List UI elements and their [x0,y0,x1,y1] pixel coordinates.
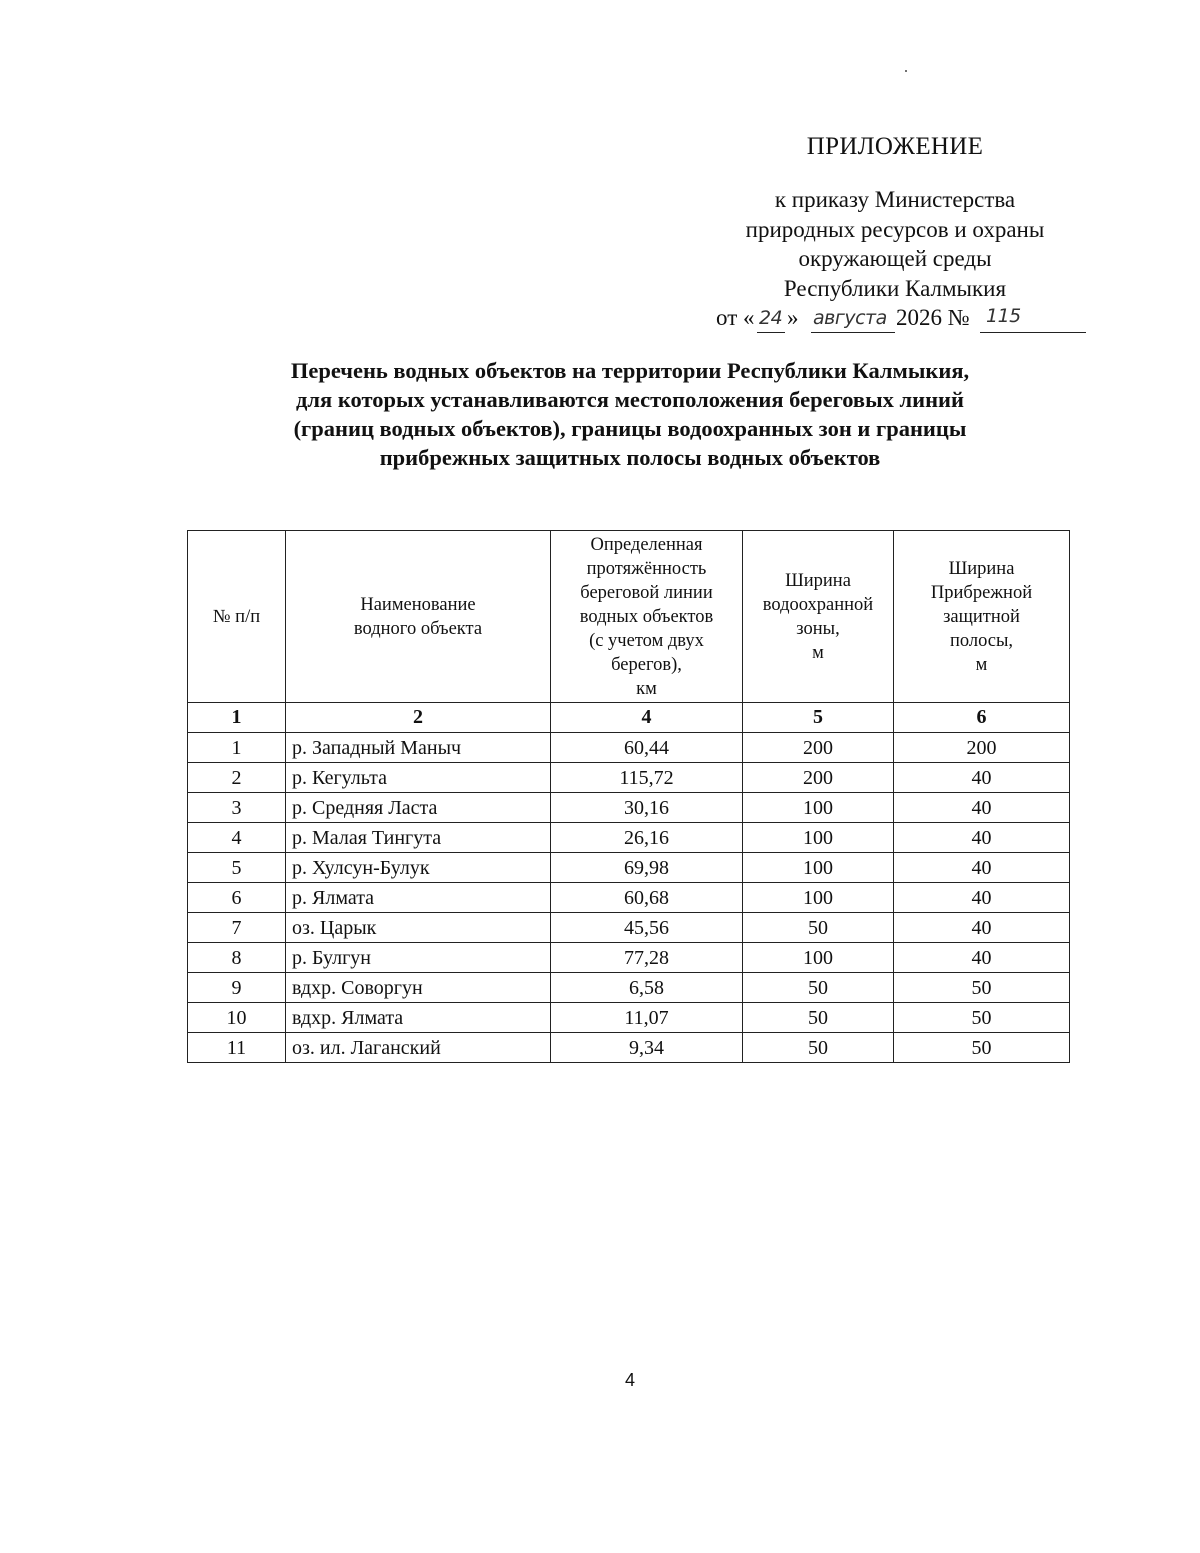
date-year-number: 2026 № [896,305,970,330]
handwritten-order-number: 115 [986,305,1021,327]
shoreline-length: 9,34 [551,1033,743,1063]
order-line: окружающей среды [798,246,992,271]
object-name: р. Булгун [286,943,551,973]
column-header [743,531,894,703]
row-index: 3 [188,793,286,823]
column-header-line: м [812,642,824,663]
row-index: 9 [188,973,286,1003]
object-name: р. Средняя Ласта [286,793,551,823]
column-header-line: № п/п [212,606,261,627]
table-row [188,1033,1070,1063]
shoreline-length: 30,16 [551,793,743,823]
water-protection-zone-width: 50 [743,1003,894,1033]
number-underline [980,332,1086,333]
coastal-strip-width: 40 [894,943,1070,973]
table-row [188,943,1070,973]
shoreline-length: 69,98 [551,853,743,883]
column-header-line: (с учетом двух [589,630,704,651]
water-objects-table [187,530,1070,1063]
row-index: 6 [188,883,286,913]
shoreline-length: 45,56 [551,913,743,943]
table-row [188,853,1070,883]
date-quote-close: » [787,305,799,330]
shoreline-length: 60,44 [551,733,743,763]
appendix-heading: ПРИЛОЖЕНИЕ [806,133,984,160]
row-index: 4 [188,823,286,853]
shoreline-length: 11,07 [551,1003,743,1033]
column-header-line: Определенная [590,534,703,555]
document-title [150,356,1110,472]
water-protection-zone-width: 100 [743,883,894,913]
column-numbers-row [188,703,1070,733]
coastal-strip-width: 40 [894,883,1070,913]
shoreline-length: 26,16 [551,823,743,853]
table-row [188,733,1070,763]
order-line: Республики Калмыкия [783,275,1007,301]
table-row [188,913,1070,943]
table-row [188,763,1070,793]
row-index: 5 [188,853,286,883]
object-name: вдхр. Ялмата [286,1003,551,1033]
column-header-line: полосы, [949,630,1014,651]
row-index: 2 [188,763,286,793]
object-name: р. Кегульта [286,763,551,793]
column-header-line: км [636,678,657,699]
column-number: 1 [188,703,286,733]
handwritten-day: 24 [759,307,783,329]
column-header-line: водного объекта [353,618,483,639]
column-header [551,531,743,703]
column-number: 6 [894,703,1070,733]
column-number: 4 [551,703,743,733]
coastal-strip-width: 200 [894,733,1070,763]
table-row [188,823,1070,853]
coastal-strip-width: 50 [894,1003,1070,1033]
row-index: 11 [188,1033,286,1063]
water-protection-zone-width: 100 [743,823,894,853]
row-index: 8 [188,943,286,973]
table-header-row [188,531,1070,703]
day-underline [757,332,785,333]
water-protection-zone-width: 200 [743,733,894,763]
column-header-line: водных объектов [579,606,714,627]
column-number: 5 [743,703,894,733]
water-protection-zone-width: 100 [743,853,894,883]
table-row [188,793,1070,823]
water-protection-zone-width: 50 [743,973,894,1003]
object-name: оз. ил. Лаганский [286,1033,551,1063]
order-line: к приказу Министерства [774,187,1016,212]
column-header-line: Прибрежной [930,582,1033,603]
water-protection-zone-width: 50 [743,913,894,943]
order-line: природных ресурсов и охраны [745,216,1045,242]
table-row [188,973,1070,1003]
title-line: (границ водных объектов), границы водоохранных зон и границы [293,416,967,441]
column-header-line: защитной [943,606,1020,627]
object-name: р. Ялмата [286,883,551,913]
coastal-strip-width: 50 [894,973,1070,1003]
column-header [286,531,551,703]
column-header-line: береговой линии [580,582,713,603]
handwritten-month: августа [813,307,887,329]
column-number: 2 [286,703,551,733]
title-line: для которых устанавливаются местоположения береговых линий [296,387,964,412]
row-index: 7 [188,913,286,943]
object-name: вдхр. Соворгун [286,973,551,1003]
object-name: р. Хулсун-Булук [286,853,551,883]
column-header-line: Ширина [785,570,851,591]
shoreline-length: 77,28 [551,943,743,973]
page-number: 4 [624,1370,635,1390]
order-date-line [716,305,1088,337]
row-index: 1 [188,733,286,763]
coastal-strip-width: 40 [894,853,1070,883]
table-row [188,883,1070,913]
shoreline-length: 115,72 [551,763,743,793]
column-header-line: Наименование [360,594,476,615]
water-protection-zone-width: 200 [743,763,894,793]
column-header-line: м [975,654,988,675]
month-underline [811,332,895,333]
row-index: 10 [188,1003,286,1033]
column-header-line: зоны, [796,618,840,639]
shoreline-length: 6,58 [551,973,743,1003]
column-header-line: протяжённость [586,558,707,579]
table-row [188,1003,1070,1033]
title-line: Перечень водных объектов на территории Республики Калмыкия, [290,358,970,383]
order-reference [700,185,1090,303]
column-header [894,531,1070,703]
column-header-line: Ширина [948,558,1015,579]
shoreline-length: 60,68 [551,883,743,913]
object-name: р. Малая Тингута [286,823,551,853]
coastal-strip-width: 40 [894,793,1070,823]
water-protection-zone-width: 50 [743,1033,894,1063]
table-body [188,703,1070,1063]
column-header [188,531,286,703]
water-protection-zone-width: 100 [743,793,894,823]
water-protection-zone-width: 100 [743,943,894,973]
scan-speck [905,70,907,72]
coastal-strip-width: 40 [894,763,1070,793]
column-header-line: водоохранной [762,594,874,615]
object-name: оз. Царык [286,913,551,943]
coastal-strip-width: 50 [894,1033,1070,1063]
coastal-strip-width: 40 [894,823,1070,853]
object-name: р. Западный Маныч [286,733,551,763]
column-header-line: берегов), [611,654,682,675]
title-line: прибрежных защитных полосы водных объектов [379,445,881,470]
date-prefix: от « [716,305,755,330]
coastal-strip-width: 40 [894,913,1070,943]
